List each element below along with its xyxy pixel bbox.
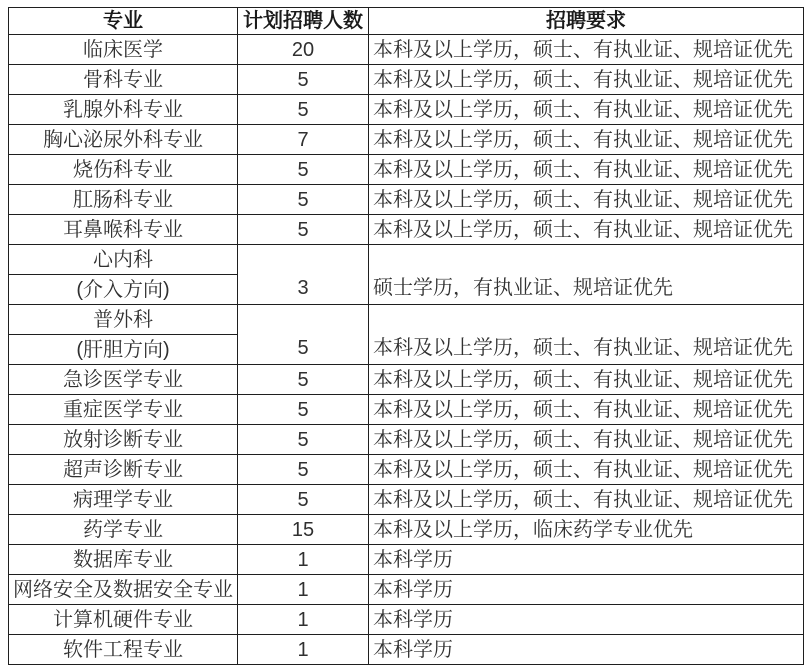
count-cell: 20: [238, 35, 369, 65]
recruitment-table: [8, 7, 804, 665]
specialty-cell: 肛肠科专业: [9, 185, 238, 215]
specialty-cell: 重症医学专业: [9, 395, 238, 425]
requirement-cell: 本科学历: [369, 575, 804, 605]
count-cell: 1: [238, 545, 369, 575]
table-row: [9, 215, 804, 245]
specialty-cell: 普外科: [9, 305, 238, 335]
table-row: [9, 425, 804, 455]
count-cell: 1: [238, 605, 369, 635]
count-cell: 5: [238, 365, 369, 395]
count-cell: 5: [238, 425, 369, 455]
table-row: [9, 515, 804, 545]
requirement-cell: 本科及以上学历，硕士、有执业证、规培证优先: [369, 155, 804, 185]
table-row: [9, 605, 804, 635]
table-body: [9, 35, 804, 665]
count-cell: 7: [238, 125, 369, 155]
requirement-cell: 本科及以上学历，硕士、有执业证、规培证优先: [369, 485, 804, 515]
table-header: [9, 8, 804, 35]
specialty-cell: 药学专业: [9, 515, 238, 545]
specialty-cell: 计算机硬件专业: [9, 605, 238, 635]
count-cell: 1: [238, 635, 369, 665]
table-row: [9, 125, 804, 155]
specialty-cell: 数据库专业: [9, 545, 238, 575]
specialty-cell-line2: (肝胆方向): [9, 335, 238, 365]
header-row: [9, 8, 804, 35]
requirement-cell: 本科及以上学历，硕士、有执业证、规培证优先: [369, 395, 804, 425]
specialty-cell: 耳鼻喉科专业: [9, 215, 238, 245]
specialty-cell: 胸心泌尿外科专业: [9, 125, 238, 155]
specialty-cell: 超声诊断专业: [9, 455, 238, 485]
count-cell: 1: [238, 575, 369, 605]
specialty-cell: 放射诊断专业: [9, 425, 238, 455]
table-row: [9, 545, 804, 575]
requirement-cell: 本科及以上学历，硕士、有执业证、规培证优先: [369, 365, 804, 395]
table-row: [9, 485, 804, 515]
requirement-cell: 本科及以上学历，临床药学专业优先: [369, 515, 804, 545]
table-row: [9, 155, 804, 185]
count-cell: 5: [238, 455, 369, 485]
requirement-cell: 本科及以上学历，硕士、有执业证、规培证优先: [369, 95, 804, 125]
specialty-cell: 心内科: [9, 245, 238, 275]
requirement-cell: 本科及以上学历，硕士、有执业证、规培证优先: [369, 65, 804, 95]
table-row: [9, 575, 804, 605]
specialty-cell: 网络安全及数据安全专业: [9, 575, 238, 605]
specialty-cell: 病理学专业: [9, 485, 238, 515]
header-requirement: 招聘要求: [369, 8, 804, 35]
table-row: [9, 395, 804, 425]
table-row: [9, 635, 804, 665]
count-cell: 5: [238, 395, 369, 425]
header-count: 计划招聘人数: [238, 8, 369, 35]
requirement-cell: 本科学历: [369, 545, 804, 575]
requirement-cell: 本科及以上学历，硕士、有执业证、规培证优先: [369, 185, 804, 215]
table-row: [9, 305, 804, 335]
count-cell: 5: [238, 185, 369, 215]
specialty-cell: 软件工程专业: [9, 635, 238, 665]
count-cell: 5: [238, 95, 369, 125]
count-cell: 5: [238, 155, 369, 185]
requirement-cell: 本科及以上学历，硕士、有执业证、规培证优先: [369, 125, 804, 155]
specialty-cell: 临床医学: [9, 35, 238, 65]
requirement-cell: 硕士学历，有执业证、规培证优先: [369, 245, 804, 305]
count-cell: 15: [238, 515, 369, 545]
count-cell: 5: [238, 215, 369, 245]
count-cell: 3: [238, 245, 369, 305]
table-row: [9, 95, 804, 125]
table-row: [9, 455, 804, 485]
requirement-cell: 本科学历: [369, 605, 804, 635]
specialty-cell-line2: (介入方向): [9, 275, 238, 305]
specialty-cell: 急诊医学专业: [9, 365, 238, 395]
table-row: [9, 245, 804, 275]
header-specialty: 专业: [9, 8, 238, 35]
count-cell: 5: [238, 65, 369, 95]
requirement-cell: 本科及以上学历，硕士、有执业证、规培证优先: [369, 305, 804, 365]
requirement-cell: 本科及以上学历，硕士、有执业证、规培证优先: [369, 35, 804, 65]
count-cell: 5: [238, 485, 369, 515]
specialty-cell: 骨科专业: [9, 65, 238, 95]
count-cell: 5: [238, 305, 369, 365]
requirement-cell: 本科学历: [369, 635, 804, 665]
table-row: [9, 365, 804, 395]
specialty-cell: 烧伤科专业: [9, 155, 238, 185]
specialty-cell: 乳腺外科专业: [9, 95, 238, 125]
table-row: [9, 65, 804, 95]
requirement-cell: 本科及以上学历，硕士、有执业证、规培证优先: [369, 425, 804, 455]
table-row: [9, 35, 804, 65]
requirement-cell: 本科及以上学历，硕士、有执业证、规培证优先: [369, 455, 804, 485]
requirement-cell: 本科及以上学历，硕士、有执业证、规培证优先: [369, 215, 804, 245]
table-row: [9, 185, 804, 215]
